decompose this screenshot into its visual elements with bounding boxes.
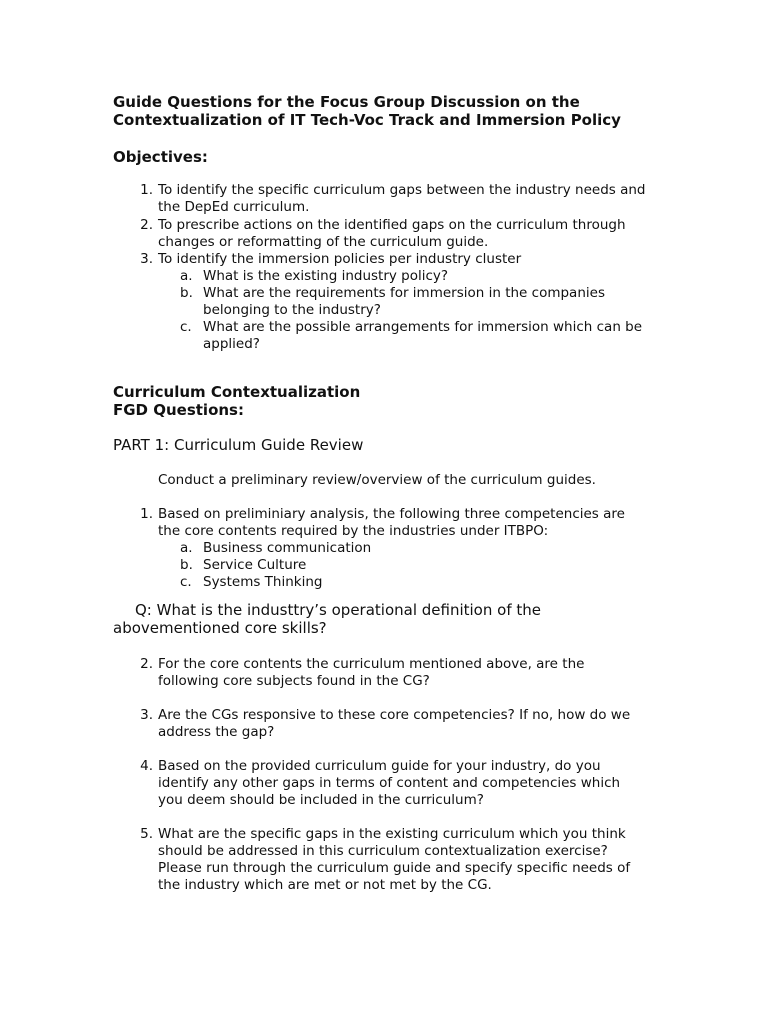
competency-text: Business communication — [203, 540, 372, 556]
question-item — [133, 506, 643, 540]
objective-text: To prescribe actions on the identified gaps on the curriculum through changes or reformatting of the curriculum guide. — [158, 217, 626, 250]
question-number: 5. — [140, 826, 153, 842]
competency-letter: b. — [180, 557, 193, 573]
question-text: Based on preliminiary analysis, the following three competencies are the core contents required by the industries under ITBPO: — [158, 506, 625, 539]
sub-letter: b. — [180, 285, 193, 301]
question-text: For the core contents the curriculum mentioned above, are the following core subjects found in the CG? — [158, 656, 585, 689]
part-title: PART 1: Curriculum Guide Review — [113, 436, 364, 454]
question-text: Based on the provided curriculum guide for your industry, do you identify any other gaps in terms of content and competencies which you deem should be included in the curriculum? — [158, 758, 621, 808]
question-text: Are the CGs responsive to these core competencies? If no, how do we address the gap? — [158, 707, 631, 740]
objective-number: 1. — [140, 182, 153, 198]
question-item — [133, 656, 613, 690]
competency-text: Systems Thinking — [203, 574, 323, 590]
question-item — [133, 707, 643, 741]
sub-text: What are the requirements for immersion in the companies belonging to the industry? — [203, 285, 605, 318]
competency-letter: a. — [180, 540, 193, 556]
competency-item — [180, 574, 660, 591]
question-text: What are the specific gaps in the existing curriculum which you think should be addressed in this curriculum contextualization exercise? Please run through the curriculum guide and specify specific needs of the industry which are met or not met by the CG. — [158, 826, 631, 893]
document-title: Guide Questions for the Focus Group Discussion on the Contextualization of IT Tech-Voc Track and Immersion Policy — [113, 93, 621, 129]
question-q: Q: What is the industtry’s operational definition of the abovementioned core skills? — [113, 601, 541, 637]
competency-item — [180, 540, 660, 557]
objective-sub-item — [180, 268, 660, 285]
sub-text: What are the possible arrangements for immersion which can be applied? — [203, 319, 643, 352]
question-item — [133, 758, 643, 809]
question-item — [133, 826, 643, 894]
competency-item — [180, 557, 660, 574]
competency-text: Service Culture — [203, 557, 307, 573]
question-number: 3. — [140, 707, 153, 723]
section-heading: Curriculum Contextualization — [113, 383, 361, 401]
objective-sub-item — [180, 319, 660, 353]
section-subheading: FGD Questions: — [113, 401, 244, 419]
objective-sub-item — [180, 285, 660, 319]
objective-item — [133, 217, 653, 251]
objective-item — [133, 182, 653, 216]
objectives-heading: Objectives: — [113, 148, 208, 166]
sub-letter: c. — [180, 319, 192, 335]
question-number: 4. — [140, 758, 153, 774]
competency-letter: c. — [180, 574, 192, 590]
question-number: 2. — [140, 656, 153, 672]
sub-letter: a. — [180, 268, 193, 284]
question-number: 1. — [140, 506, 153, 522]
intro-paragraph: Conduct a preliminary review/overview of the curriculum guides. — [158, 472, 596, 488]
sub-text: What is the existing industry policy? — [203, 268, 449, 284]
objective-text: To identify the specific curriculum gaps between the industry needs and the DepEd curriculum. — [158, 182, 646, 215]
objective-text: To identify the immersion policies per industry cluster — [158, 251, 522, 267]
objective-number: 3. — [140, 251, 153, 267]
objective-number: 2. — [140, 217, 153, 233]
objective-item — [133, 251, 653, 268]
